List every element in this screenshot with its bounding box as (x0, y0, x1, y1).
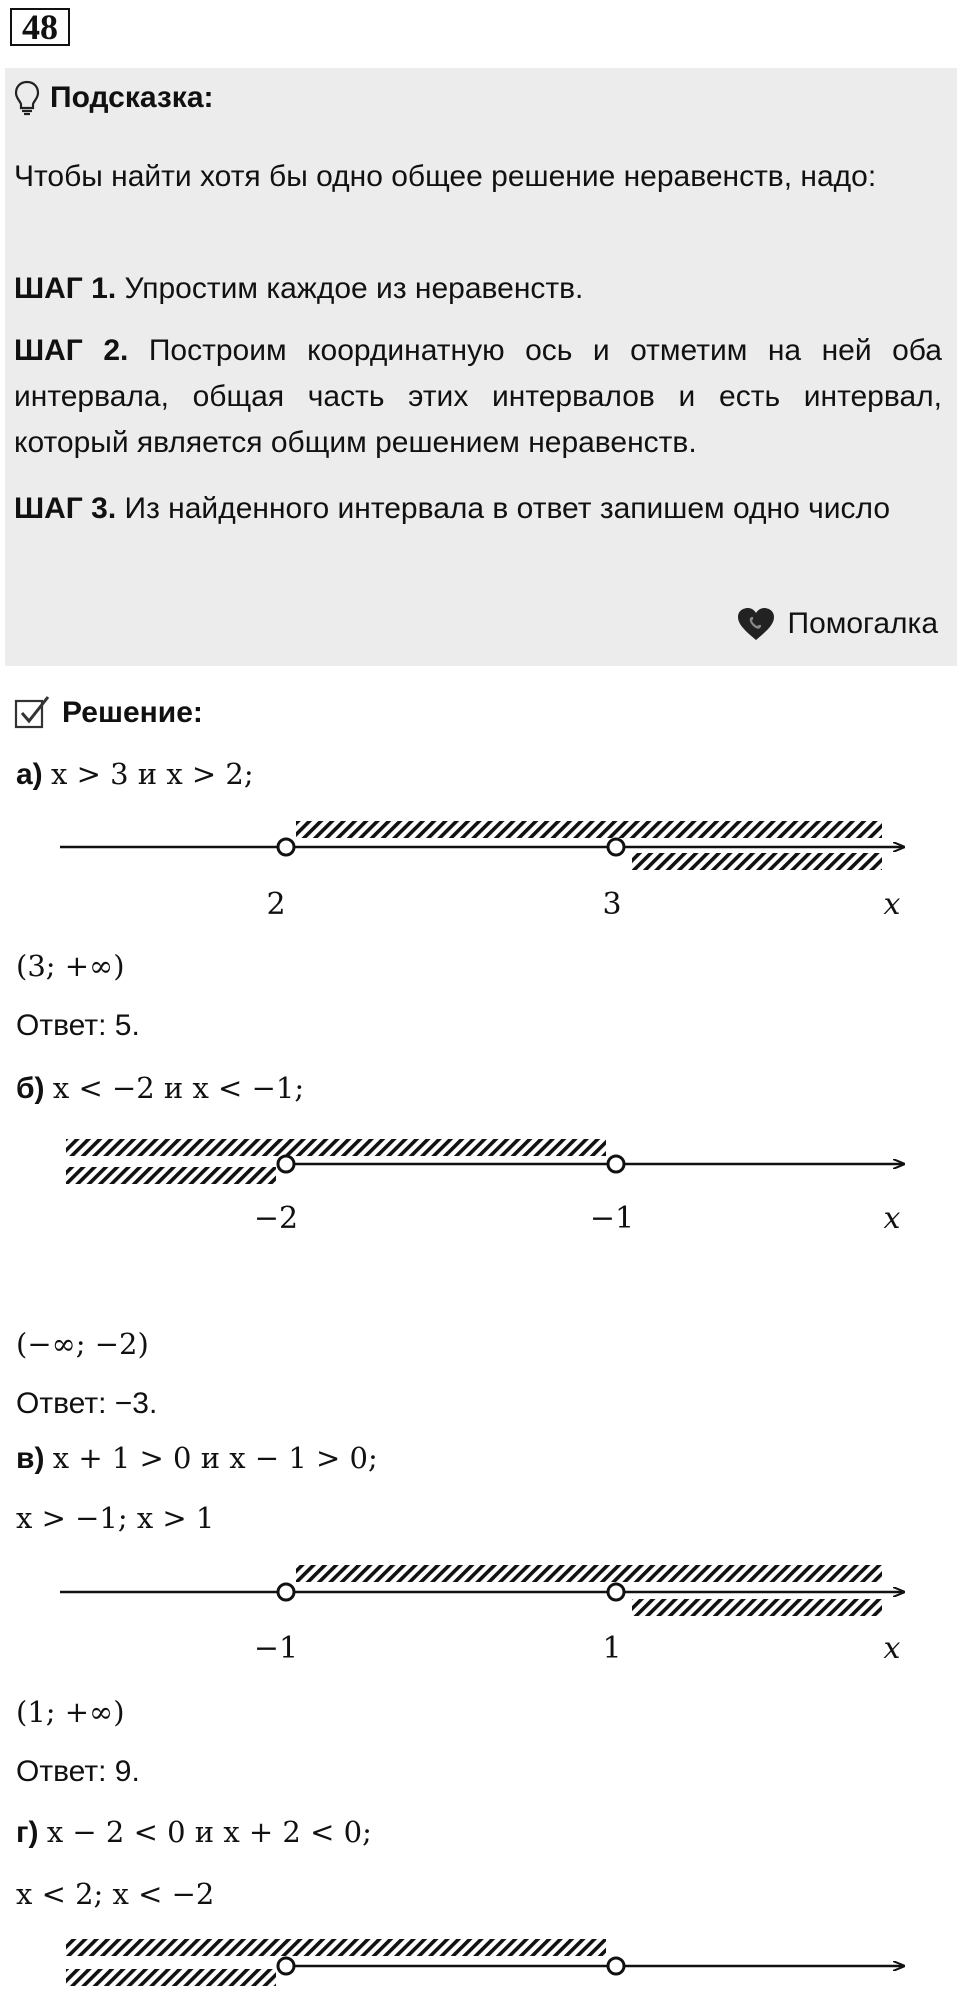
number-line-a (0, 800, 960, 920)
part-c-answer: Ответ: 9. (16, 1755, 140, 1788)
tick-label: 2 (266, 887, 286, 920)
simplified: x < 2; x < −2 (16, 1877, 215, 1911)
part-a-condition (16, 752, 254, 797)
tick-label: −1 (589, 1201, 635, 1232)
open-point (278, 1156, 294, 1172)
step-label: ШАГ 1. (14, 272, 117, 305)
step-label: ШАГ 3. (14, 492, 117, 525)
open-point (278, 1958, 294, 1974)
open-point (608, 1156, 624, 1172)
part-b-answer: Ответ: −3. (16, 1387, 158, 1420)
part-b-condition (16, 1066, 304, 1111)
solution-hatch-x-gt-1 (632, 1599, 882, 1616)
hint-step-2 (14, 328, 942, 466)
hint-intro: Чтобы найти хотя бы одно общее решение неравенств, надо: (14, 160, 877, 193)
solution-hatch-x-gt-2 (296, 821, 882, 838)
part-label: в) (16, 1442, 45, 1475)
checkbox-check-icon (14, 695, 52, 731)
lightbulb-icon (14, 80, 40, 116)
step-text: Упростим каждое из неравенств. (124, 272, 584, 305)
brand (736, 602, 939, 646)
interval: (−∞; −2) (16, 1327, 149, 1361)
number-line-d (0, 1920, 960, 2000)
part-a-interval (16, 944, 125, 989)
open-point (608, 839, 624, 855)
part-label: б) (16, 1072, 45, 1105)
part-c-simplified (16, 1496, 214, 1541)
step-label: ШАГ 2. (14, 334, 129, 367)
axis-variable: x (883, 1201, 901, 1232)
number-line-c (0, 1548, 960, 1668)
condition: x − 2 < 0 и x + 2 < 0; (46, 1815, 372, 1849)
part-d-simplified (16, 1872, 214, 1917)
solution-hatch-x-lt-minus-1 (66, 1139, 606, 1156)
open-point (278, 839, 294, 855)
interval: (3; +∞) (16, 949, 125, 983)
hint-step-3 (14, 486, 942, 532)
number-line-b (0, 1112, 960, 1232)
interval: (1; +∞) (16, 1695, 125, 1729)
condition: x < −2 и x < −1; (52, 1071, 305, 1105)
part-c-condition (16, 1436, 378, 1481)
part-label: г) (16, 1816, 39, 1849)
solution-hatch-x-gt-3 (632, 853, 882, 870)
hint-header (14, 78, 214, 118)
tick-label: 3 (602, 887, 622, 920)
solution-hatch-x-lt-2 (66, 1939, 606, 1956)
solution-hatch-x-gt-minus-1 (296, 1565, 882, 1582)
axis-variable: x (883, 1631, 901, 1666)
condition: x + 1 > 0 и x − 1 > 0; (52, 1441, 378, 1475)
solution-hatch-x-lt-minus-2 (66, 1167, 276, 1184)
open-point (278, 1584, 294, 1600)
solution-title: Решение: (62, 696, 203, 729)
part-d-condition (16, 1810, 372, 1855)
axis-variable: x (883, 887, 901, 920)
tick-label: −1 (253, 1631, 299, 1666)
solution-header (14, 690, 203, 736)
part-c-interval (16, 1690, 125, 1735)
open-point (608, 1584, 624, 1600)
solution-hatch-x-lt-minus-2 (66, 1969, 276, 1986)
simplified: x > −1; x > 1 (16, 1501, 215, 1535)
step-text: Построим координатную ось и отметим на ней оба интервала, общая часть этих интервалов и есть интервал, который является общим решением неравенств. (14, 334, 942, 459)
brand-name: Помогалка (787, 607, 938, 640)
part-label: а) (16, 758, 43, 791)
condition: x > 3 и x > 2; (51, 757, 254, 791)
task-number: 48 (10, 8, 70, 46)
tick-label: −2 (253, 1201, 299, 1232)
part-a-answer: Ответ: 5. (16, 1009, 140, 1042)
heart-icon (736, 606, 776, 642)
part-b-interval (16, 1322, 149, 1367)
hint-title: Подсказка: (50, 81, 214, 114)
open-point (608, 1958, 624, 1974)
tick-label: 1 (602, 1631, 622, 1666)
step-text: Из найденного интервала в ответ запишем одно число (124, 492, 890, 525)
hint-step-1 (14, 266, 942, 312)
